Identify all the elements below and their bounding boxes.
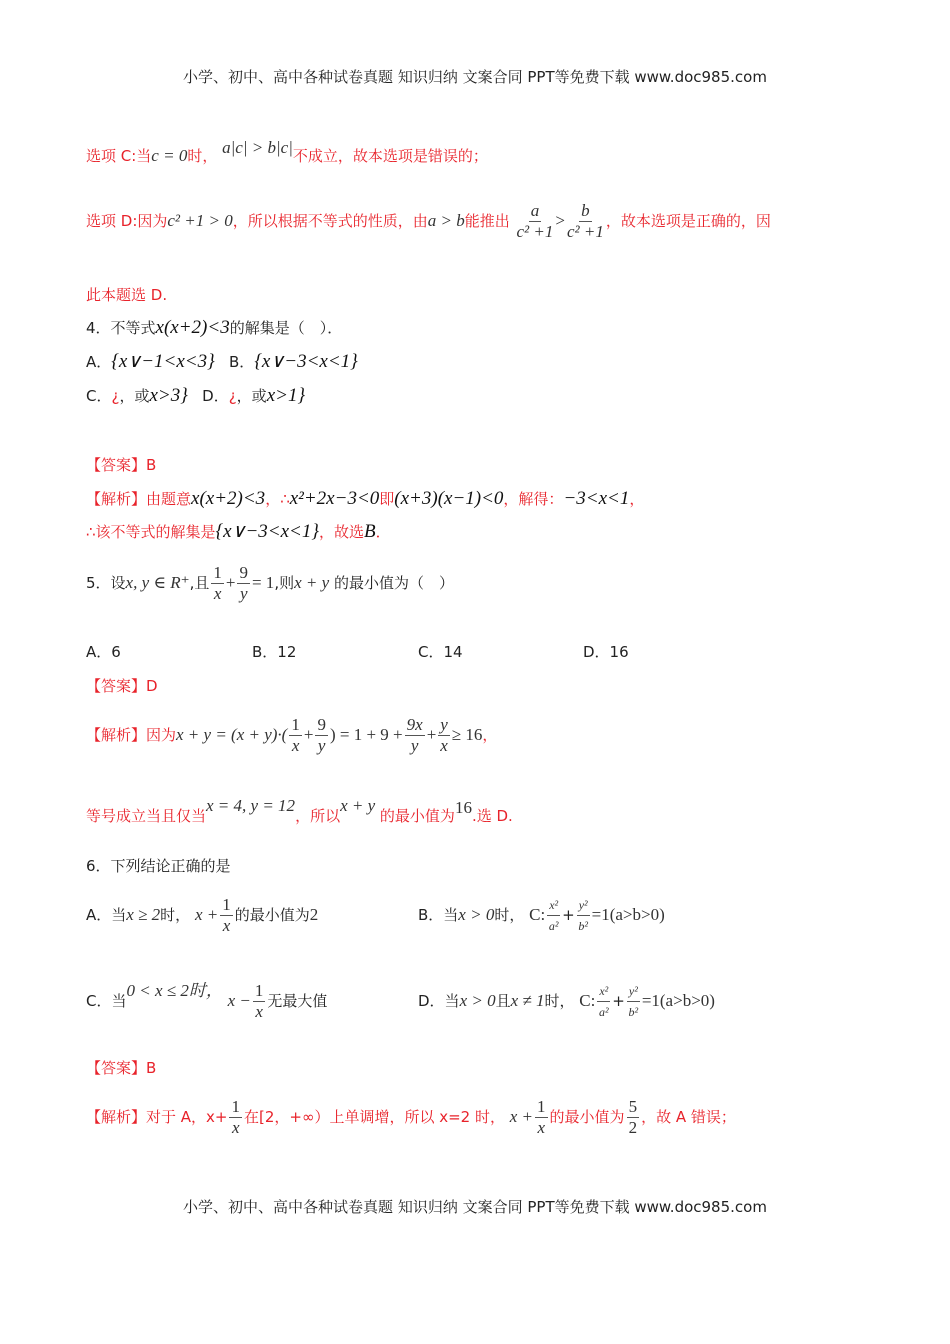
text: 的解集是（ ）． <box>229 319 343 337</box>
fraction <box>211 563 224 604</box>
numerator: 9 <box>239 563 248 582</box>
math: B <box>364 521 376 542</box>
math: x²+2x−3<0 <box>289 488 380 509</box>
numerator: 9x <box>406 715 423 734</box>
analysis-2 <box>86 522 391 542</box>
fraction <box>237 563 250 604</box>
numerator: 1 <box>213 563 222 582</box>
fraction <box>253 981 266 1022</box>
glyph: ¿ <box>111 387 120 405</box>
numerator: 1 <box>231 1097 240 1116</box>
text: ,且 <box>189 574 210 592</box>
text: 的最小值为 <box>379 807 455 825</box>
math: = 1 <box>251 573 275 592</box>
text: 【解析】对于 A，x+ <box>86 1108 228 1126</box>
q6-option-c <box>86 978 327 1024</box>
text: 时， <box>160 906 191 924</box>
math: x + y <box>294 573 330 592</box>
math: a|c| > b|c| <box>222 138 293 157</box>
math: x + y <box>340 796 376 815</box>
denominator: a² <box>548 919 559 933</box>
label: D．当 <box>418 992 460 1010</box>
label: B．当 <box>418 906 459 924</box>
denominator: x <box>291 736 300 755</box>
q4-options-ab <box>86 352 358 372</box>
analysis <box>86 489 644 509</box>
math: x − <box>227 991 251 1010</box>
text: ，故 A 错误； <box>641 1108 736 1126</box>
math: (x+3)(x−1)<0 <box>394 488 504 509</box>
math: C: <box>579 991 596 1010</box>
text: 的最小值为（ ） <box>333 574 454 592</box>
denominator: c² +1 <box>566 222 604 241</box>
math: x ≠ 1 <box>510 991 545 1010</box>
text: .选 D. <box>471 807 513 825</box>
math: ) = 1 + 9 + <box>329 725 403 744</box>
math: {x∨−3<x<1} <box>254 351 358 372</box>
text: 且 <box>495 992 511 1010</box>
numerator: 5 <box>628 1097 638 1116</box>
text: 5．设 <box>86 574 126 592</box>
text: 选项 C:当 <box>86 147 152 165</box>
numerator: x² <box>547 895 560 916</box>
q6-option-a <box>86 892 318 938</box>
fraction <box>567 201 604 242</box>
text: ，故本选项是正确的，因 <box>605 212 771 230</box>
text: 4．不等式 <box>86 319 156 337</box>
fraction <box>517 201 554 242</box>
fraction <box>627 981 640 1022</box>
text: 时， <box>187 147 218 165</box>
fraction <box>229 1097 242 1138</box>
math: x, y ∈ R⁺ <box>125 573 190 592</box>
option-d: D．16 <box>583 643 629 661</box>
denominator: y <box>317 736 326 755</box>
label: A． <box>86 353 112 371</box>
denominator: b² <box>578 919 588 933</box>
numerator: y² <box>577 895 590 916</box>
math: x>3} <box>149 385 188 406</box>
math: 2 <box>309 905 319 924</box>
text: ∴该不等式的解集是 <box>86 523 216 541</box>
math: > <box>555 211 565 230</box>
math: a > b <box>427 211 465 230</box>
option-c: C．14 <box>418 643 463 661</box>
math: x + <box>194 905 219 924</box>
glyph: ¿ <box>228 387 237 405</box>
math: x > 0 <box>459 991 496 1010</box>
text: ，∴ <box>265 490 290 508</box>
denominator: c² +1 <box>516 222 554 241</box>
text: 的最小值为 <box>549 1108 625 1126</box>
answer: 【答案】B <box>86 456 157 474</box>
numerator: a <box>530 201 540 220</box>
text: ,则 <box>274 574 295 592</box>
conclusion: 此本题选 D. <box>86 286 168 304</box>
text: ， <box>482 726 498 744</box>
option-b: B．12 <box>252 643 297 661</box>
math: x(x+2)<3 <box>191 488 266 509</box>
denominator: a² <box>599 1005 609 1019</box>
option-c-explanation <box>86 138 488 166</box>
text: 【解析】因为 <box>86 726 177 744</box>
fraction <box>577 895 590 936</box>
text: 时， <box>494 906 525 924</box>
denominator: x <box>440 736 448 755</box>
fraction <box>438 715 450 756</box>
text: ，或 <box>236 387 267 405</box>
math: x > 0 <box>458 905 495 924</box>
fraction <box>597 981 610 1022</box>
math: + <box>225 573 236 592</box>
fraction <box>535 1097 548 1138</box>
label: D． <box>202 387 229 405</box>
equality-condition <box>86 796 513 826</box>
math: {x∨−1<x<3} <box>111 351 215 372</box>
answer: 【答案】D <box>86 677 158 695</box>
numerator: 1 <box>222 895 231 914</box>
text: 时， <box>544 992 575 1010</box>
text: ． <box>375 523 391 541</box>
math: −3<x<1 <box>563 488 630 509</box>
numerator: b <box>581 201 590 220</box>
text: 等号成立当且仅当 <box>86 807 207 825</box>
label: C．当 <box>86 992 127 1010</box>
fraction <box>405 715 425 756</box>
numerator: y² <box>627 981 640 1002</box>
q6-option-b: B．当x > 0时， C: $\frac{\text{x²}}{\text{a²}}$ + $\frac{\text{y²}}{\text{b²}}$ =1(a>b>0) <box>418 892 665 938</box>
text: ，所以 <box>295 807 341 825</box>
denominator: y <box>410 736 419 755</box>
numerator: 1 <box>537 1097 546 1116</box>
numerator: y <box>440 715 448 734</box>
text: 无最大值 <box>267 992 328 1010</box>
math: C: <box>529 905 546 924</box>
text: ，或 <box>119 387 150 405</box>
numerator: x² <box>597 981 610 1002</box>
q4-options-cd <box>86 386 305 406</box>
numerator: 9 <box>317 715 326 734</box>
denominator: x <box>231 1118 240 1137</box>
math: =1(a>b>0) <box>591 905 665 924</box>
denominator: 2 <box>628 1118 638 1137</box>
denominator: y <box>239 584 248 603</box>
denominator: b² <box>628 1005 639 1019</box>
q6-option-d: D．当x > 0且x ≠ 1时， C: $\frac{\text{x²}}{\text{a²}}$ + $\frac{\text{y²}}{\text{b²}}$ =1(a>b>0) <box>418 978 715 1024</box>
fraction <box>220 895 233 936</box>
math: {x∨−3<x<1} <box>215 521 319 542</box>
numerator: 1 <box>254 981 264 1000</box>
option-a: A．6 <box>86 643 121 661</box>
math: 16 <box>454 798 472 817</box>
text: ，解得： <box>503 490 564 508</box>
math: x + <box>509 1107 534 1126</box>
numerator: 1 <box>291 715 300 734</box>
math: x ≥ 2 <box>126 905 161 924</box>
page-footer: 小学、初中、高中各种试卷真题 知识归纳 文案合同 PPT等免费下载 www.doc985.com <box>183 1198 767 1216</box>
fraction <box>289 715 302 756</box>
math: =1(a>b>0) <box>641 991 715 1010</box>
text: 即 <box>379 490 395 508</box>
math: x>1} <box>266 385 306 406</box>
answer: 【答案】B <box>86 1059 157 1077</box>
math: x(x+2)<3 <box>155 317 230 338</box>
text: 的最小值为 <box>234 906 310 924</box>
denominator: x <box>537 1118 546 1137</box>
math: 0 < x ≤ 2时， <box>126 981 223 1000</box>
denominator: x <box>255 1002 263 1021</box>
text: ，所以根据不等式的性质，由 <box>232 212 428 230</box>
fraction <box>547 895 560 936</box>
math: c = 0 <box>151 146 188 165</box>
label: C． <box>86 387 112 405</box>
text: 在[2，+∞）上单调增，所以 x=2 时， <box>243 1108 505 1126</box>
math: ≥ 16 <box>451 725 483 744</box>
math: c² +1 > 0 <box>167 211 233 230</box>
fraction <box>627 1097 640 1138</box>
text: ， <box>629 490 645 508</box>
option-d-explanation <box>86 198 771 244</box>
text: 选项 D:因为 <box>86 212 168 230</box>
question-4 <box>86 318 342 338</box>
text: 【解析】由题意 <box>86 490 192 508</box>
label: A．当 <box>86 906 127 924</box>
denominator: x <box>213 584 222 603</box>
analysis <box>86 1094 736 1140</box>
math: x + y = (x + y)·( <box>176 725 288 744</box>
label: B． <box>229 353 255 371</box>
page-header: 小学、初中、高中各种试卷真题 知识归纳 文案合同 PPT等免费下载 www.doc985.com <box>183 68 767 86</box>
math: + <box>303 725 314 744</box>
math: x = 4, y = 12 <box>206 796 296 815</box>
text: 不成立，故本选项是错误的； <box>292 147 488 165</box>
denominator: x <box>222 916 231 935</box>
question-5 <box>86 560 454 606</box>
fraction <box>315 715 328 756</box>
analysis: 【解析】因为x + y = (x + y)·( $\frac{1}{x}$ + $\frac{9}{y}$ ) = 1 + 9 + $\frac{9x}{y}$ + $\frac{y}{x}$ ≥ 16， <box>86 715 498 755</box>
question-6: 6．下列结论正确的是 <box>86 857 231 875</box>
text: ，故选 <box>318 523 364 541</box>
text: 能推出 <box>464 212 510 230</box>
